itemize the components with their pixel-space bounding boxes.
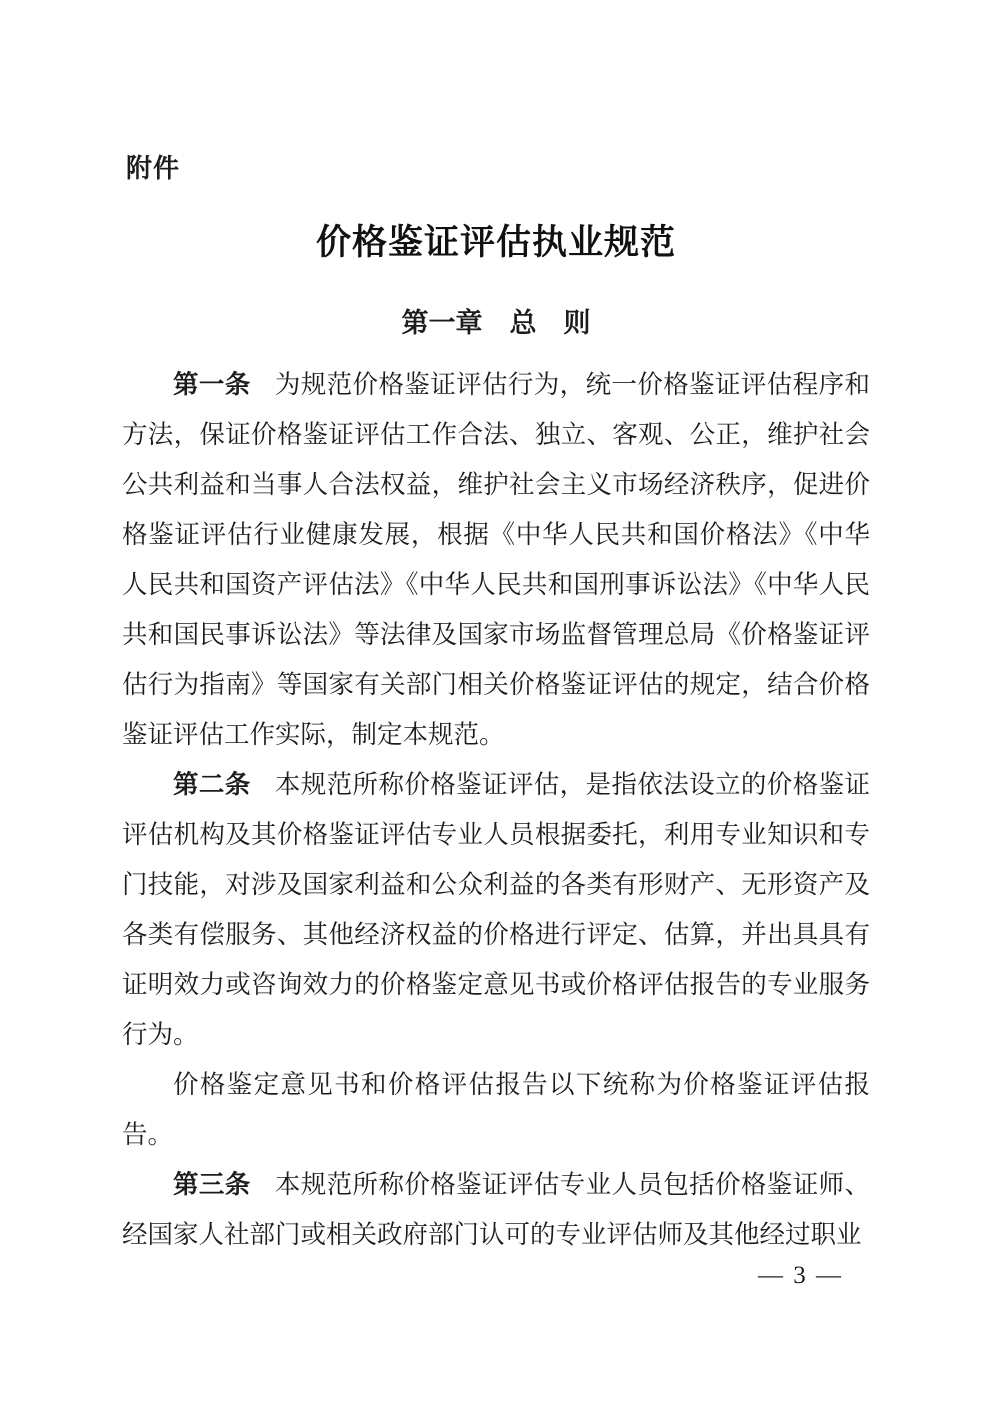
article-2-text: 本规范所称价格鉴证评估，是指依法设立的价格鉴证评估机构及其价格鉴证评估专业人员根据委托，利用专业知识和专门技能，对涉及国家利益和公众利益的各类有形财产、无形资产及各类有偿服务、其他经济权益的价格进行评定、估算，并出具具有证明效力或咨询效力的价格鉴定意见书或价格评估报告的专业服务行为。: [122, 770, 870, 1049]
article-2b-text: 价格鉴定意见书和价格评估报告以下统称为价格鉴证评估报告。: [122, 1070, 870, 1149]
document-title: 价格鉴证评估执业规范: [315, 223, 676, 262]
chapter-heading: 第一章 总 则: [401, 308, 591, 338]
article-3-text: 本规范所称价格鉴证评估专业人员包括价格鉴证师、经国家人社部门或相关政府部门认可的专业评估师及其他经过职业: [122, 1170, 870, 1249]
page-number: — 3 —: [758, 1262, 843, 1289]
paragraph-article-3: [122, 1160, 870, 1260]
document-body: [122, 360, 870, 1260]
paragraph-article-2-continued: [122, 1060, 870, 1160]
paragraph-article-1: [122, 360, 870, 760]
article-3-number: 第三条: [173, 1171, 251, 1199]
article-2-number: 第二条: [173, 771, 251, 799]
article-1-text: 为规范价格鉴证评估行为，统一价格鉴证评估程序和方法，保证价格鉴证评估工作合法、独立、客观、公正，维护社会公共利益和当事人合法权益，维护社会主义市场经济秩序，促进价格鉴证评估行业健康发展，根据《中华人民共和国价格法》《中华人民共和国资产评估法》《中华人民共和国刑事诉讼法》《中华人民共和国民事诉讼法》等法律及国家市场监督管理总局《价格鉴证评估行为指南》等国家有关部门相关价格鉴证评估的规定，结合价格鉴证评估工作实际，制定本规范。: [122, 370, 870, 749]
attachment-label: 附件: [126, 153, 181, 183]
paragraph-article-2: [122, 760, 870, 1060]
article-1-number: 第一条: [173, 371, 251, 399]
